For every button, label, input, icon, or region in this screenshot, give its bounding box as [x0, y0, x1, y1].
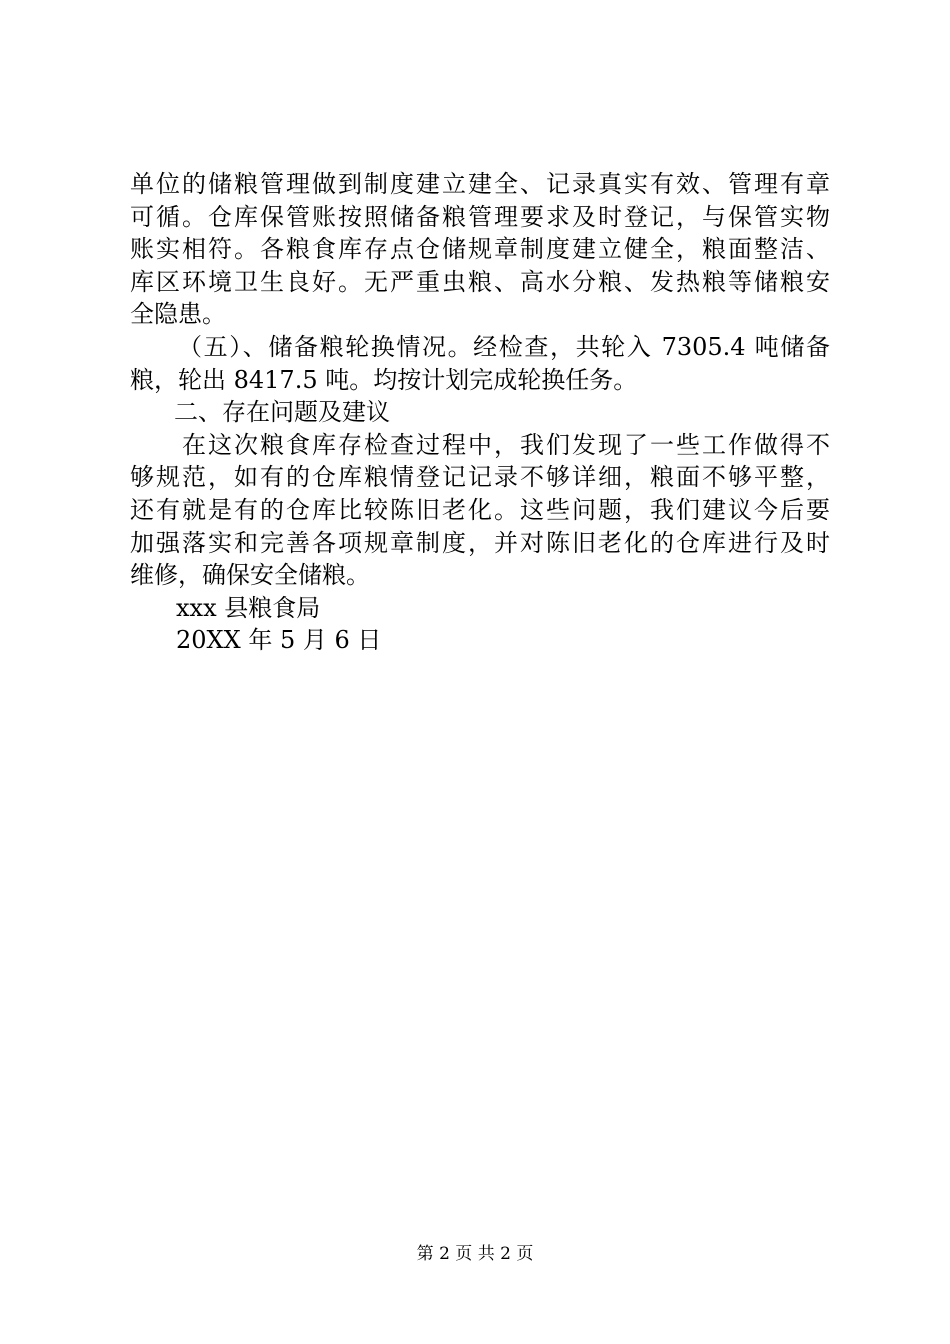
document-body: [130, 168, 830, 657]
paragraph-line: 维修，确保安全储粮。: [130, 561, 370, 590]
signature-date: 20XX 年 5 月 6 日: [176, 626, 382, 655]
paragraph-line: 在这次粮食库存检查过程中，我们发现了一些工作做得不: [182, 430, 830, 459]
paragraph-line: （五）、储备粮轮换情况。经检查，共轮入 7305.4 吨储备: [178, 332, 830, 361]
paragraph-line: 加强落实和完善各项规章制度，并对陈旧老化的仓库进行及时: [130, 528, 830, 557]
page-footer: 第 2 页 共 2 页: [416, 1244, 534, 1264]
paragraph-line: 全隐患。: [130, 300, 226, 329]
paragraph-line: 库区环境卫生良好。无严重虫粮、高水分粮、发热粮等储粮安: [130, 267, 830, 296]
paragraph-line: 粮，轮出 8417.5 吨。均按计划完成轮换任务。: [130, 365, 638, 394]
section-heading: 二、存在问题及建议: [174, 398, 390, 427]
paragraph-line: 单位的储粮管理做到制度建立建全、记录真实有效、管理有章: [130, 170, 830, 198]
paragraph-line: 还有就是有的仓库比较陈旧老化。这些问题，我们建议今后要: [130, 495, 830, 524]
paragraph-line: 够规范，如有的仓库粮情登记记录不够详细，粮面不够平整，: [130, 463, 830, 492]
signature-organization: xxx 县粮食局: [176, 593, 321, 622]
paragraph-line: 账实相符。各粮食库存点仓储规章制度建立健全，粮面整洁、: [130, 235, 830, 264]
paragraph-line: 可循。仓库保管账按照储备粮管理要求及时登记，与保管实物: [130, 202, 830, 231]
